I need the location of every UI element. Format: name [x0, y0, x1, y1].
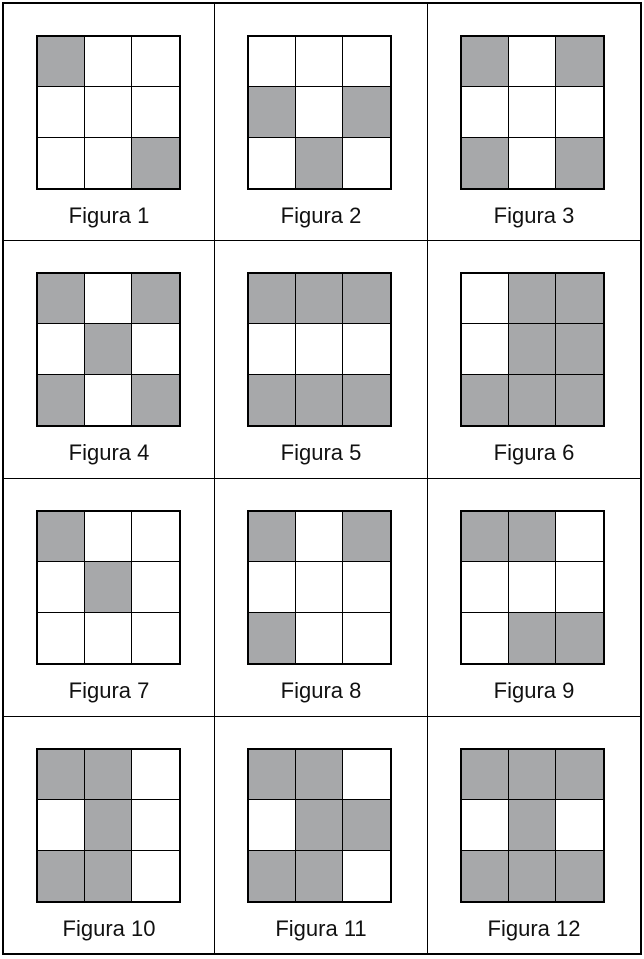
shaded-square	[509, 274, 556, 324]
blank-square	[132, 800, 179, 850]
figure-caption: Figura 9	[493, 678, 575, 703]
shaded-square	[556, 375, 603, 425]
pattern-grid	[36, 510, 181, 665]
shaded-square	[296, 138, 343, 188]
blank-square	[85, 613, 132, 663]
shaded-square	[462, 750, 509, 800]
blank-square	[343, 37, 390, 87]
shaded-square	[249, 87, 296, 137]
blank-square	[462, 87, 509, 137]
blank-square	[249, 324, 296, 374]
blank-square	[85, 37, 132, 87]
blank-square	[85, 274, 132, 324]
figure-cell	[4, 717, 215, 953]
pattern-grid	[460, 510, 605, 665]
blank-square	[38, 324, 85, 374]
pattern-grid	[247, 272, 392, 427]
blank-square	[85, 375, 132, 425]
blank-square	[509, 37, 556, 87]
blank-square	[132, 562, 179, 612]
pattern-grid	[247, 35, 392, 190]
figure-caption: Figura 5	[280, 440, 362, 465]
figure-cell	[428, 717, 640, 953]
shaded-square	[249, 750, 296, 800]
shaded-square	[343, 375, 390, 425]
blank-square	[556, 800, 603, 850]
shaded-square	[85, 324, 132, 374]
shaded-square	[509, 613, 556, 663]
shaded-square	[556, 613, 603, 663]
figure-cell	[428, 241, 640, 479]
figure-cell	[428, 479, 640, 717]
figure-cell	[215, 479, 428, 717]
blank-square	[38, 800, 85, 850]
blank-square	[38, 87, 85, 137]
blank-square	[343, 851, 390, 901]
shaded-square	[556, 324, 603, 374]
blank-square	[38, 613, 85, 663]
shaded-square	[132, 274, 179, 324]
pattern-grid	[36, 748, 181, 903]
blank-square	[132, 851, 179, 901]
blank-square	[132, 324, 179, 374]
shaded-square	[38, 851, 85, 901]
figure-caption: Figura 1	[68, 203, 150, 228]
shaded-square	[249, 375, 296, 425]
pattern-grid	[247, 748, 392, 903]
figure-cell	[215, 717, 428, 953]
shaded-square	[509, 750, 556, 800]
blank-square	[296, 562, 343, 612]
shaded-square	[249, 274, 296, 324]
blank-square	[343, 750, 390, 800]
shaded-square	[343, 800, 390, 850]
shaded-square	[38, 750, 85, 800]
shaded-square	[556, 750, 603, 800]
blank-square	[132, 37, 179, 87]
shaded-square	[556, 851, 603, 901]
figure-cell	[215, 241, 428, 479]
blank-square	[462, 800, 509, 850]
shaded-square	[462, 375, 509, 425]
blank-square	[462, 562, 509, 612]
figure-caption: Figura 10	[62, 916, 156, 941]
shaded-square	[296, 800, 343, 850]
shaded-square	[509, 851, 556, 901]
pattern-grid	[36, 35, 181, 190]
blank-square	[296, 324, 343, 374]
shaded-square	[343, 512, 390, 562]
shaded-square	[462, 512, 509, 562]
figure-caption: Figura 3	[493, 203, 575, 228]
blank-square	[556, 512, 603, 562]
shaded-square	[296, 274, 343, 324]
shaded-square	[38, 37, 85, 87]
figure-cell	[215, 4, 428, 241]
figure-caption: Figura 4	[68, 440, 150, 465]
shaded-square	[556, 274, 603, 324]
shaded-square	[556, 138, 603, 188]
figure-caption: Figura 2	[280, 203, 362, 228]
figure-cell	[4, 479, 215, 717]
blank-square	[296, 512, 343, 562]
blank-square	[38, 562, 85, 612]
blank-square	[462, 613, 509, 663]
blank-square	[132, 87, 179, 137]
shaded-square	[343, 274, 390, 324]
shaded-square	[509, 375, 556, 425]
figure-caption: Figura 6	[493, 440, 575, 465]
blank-square	[462, 324, 509, 374]
pattern-grid	[247, 510, 392, 665]
shaded-square	[38, 274, 85, 324]
shaded-square	[132, 138, 179, 188]
blank-square	[509, 87, 556, 137]
shaded-square	[509, 800, 556, 850]
blank-square	[343, 324, 390, 374]
figure-cell	[4, 4, 215, 241]
shaded-square	[249, 613, 296, 663]
blank-square	[85, 512, 132, 562]
blank-square	[132, 750, 179, 800]
blank-square	[132, 613, 179, 663]
blank-square	[132, 512, 179, 562]
blank-square	[343, 613, 390, 663]
shaded-square	[132, 375, 179, 425]
shaded-square	[85, 562, 132, 612]
shaded-square	[38, 512, 85, 562]
blank-square	[296, 37, 343, 87]
blank-square	[249, 37, 296, 87]
blank-square	[556, 87, 603, 137]
blank-square	[249, 138, 296, 188]
shaded-square	[343, 87, 390, 137]
shaded-square	[556, 37, 603, 87]
figure-caption: Figura 7	[68, 678, 150, 703]
shaded-square	[296, 851, 343, 901]
blank-square	[38, 138, 85, 188]
shaded-square	[462, 37, 509, 87]
blank-square	[249, 562, 296, 612]
figure-table	[2, 2, 642, 955]
pattern-grid	[460, 748, 605, 903]
pattern-grid	[460, 272, 605, 427]
blank-square	[343, 138, 390, 188]
figure-caption: Figura 12	[487, 916, 581, 941]
shaded-square	[85, 851, 132, 901]
shaded-square	[462, 138, 509, 188]
shaded-square	[38, 375, 85, 425]
blank-square	[296, 613, 343, 663]
blank-square	[296, 87, 343, 137]
blank-square	[249, 800, 296, 850]
shaded-square	[296, 750, 343, 800]
figure-caption: Figura 11	[275, 916, 367, 941]
blank-square	[85, 87, 132, 137]
figure-caption: Figura 8	[280, 678, 362, 703]
pattern-grid	[460, 35, 605, 190]
blank-square	[343, 562, 390, 612]
shaded-square	[249, 512, 296, 562]
shaded-square	[509, 324, 556, 374]
figure-cell	[4, 241, 215, 479]
blank-square	[509, 562, 556, 612]
shaded-square	[509, 512, 556, 562]
blank-square	[462, 274, 509, 324]
pattern-grid	[36, 272, 181, 427]
shaded-square	[249, 851, 296, 901]
blank-square	[85, 138, 132, 188]
shaded-square	[85, 800, 132, 850]
blank-square	[556, 562, 603, 612]
figure-cell	[428, 4, 640, 241]
shaded-square	[296, 375, 343, 425]
shaded-square	[462, 851, 509, 901]
blank-square	[509, 138, 556, 188]
shaded-square	[85, 750, 132, 800]
